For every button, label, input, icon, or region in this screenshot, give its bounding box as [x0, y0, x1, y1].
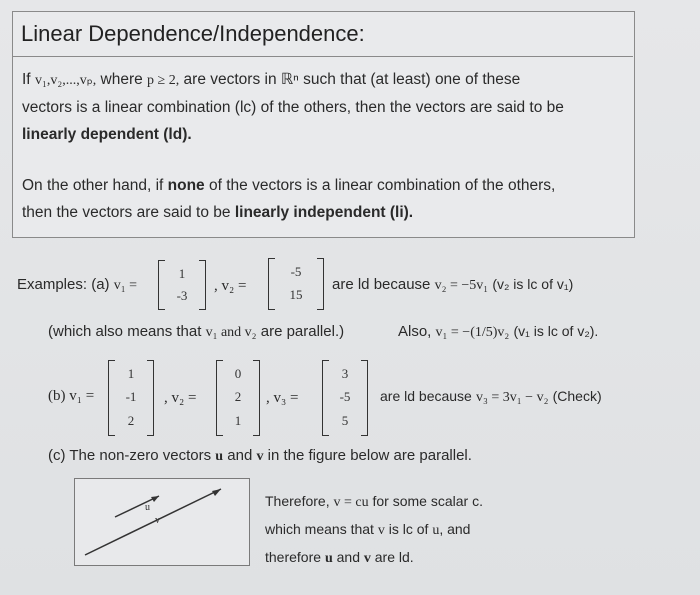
matrix-a-v2: -5 15	[268, 258, 324, 310]
label-u: u	[145, 502, 150, 513]
example-c-statement: (c) The non-zero vectors u and v in the figure below are parallel.	[48, 447, 472, 464]
example-a-explanation: are ld because v₂ = −5v₁ (v₂ is lc of v₁)	[332, 276, 574, 293]
vector-v-arrowhead	[212, 489, 221, 496]
example-c-conclusion: Therefore, v = cu for some scalar c. which means that v is lc of u, and therefore u and v are ld.	[265, 493, 483, 566]
example-a-parallel-note: (which also means that v₁ and v₂ are parallel.)	[48, 323, 345, 340]
title-divider	[13, 56, 633, 57]
independence-paragraph: On the other hand, if none of the vectors is a linear combination of the others, then the vectors are said to be linearly independent (li).	[22, 177, 556, 221]
matrix-b-v3: 3 -5 5	[322, 360, 368, 436]
matrix-b-v2: 0 2 1	[216, 360, 260, 436]
parallel-vectors-figure	[74, 478, 250, 566]
example-b-label: (b) v₁ =	[48, 388, 95, 404]
vectors-diagram	[75, 479, 248, 564]
example-b-explanation: are ld because v₃ = 3v₁ − v₂ (Check)	[380, 388, 602, 405]
matrix-a-v1: 1 -3	[158, 260, 206, 310]
dependence-paragraph: If v₁,v₂,...,vₚ, where p ≥ 2, are vectors in ℝⁿ such that (at least) one of these vectors is a linear combination (lc) of the others, then the vectors are said to be linearly dependent (ld).	[22, 71, 564, 143]
example-a-label: Examples: (a) v₁ =	[17, 276, 137, 293]
page-title: Linear Dependence/Independence:	[21, 21, 365, 46]
term-linearly-independent: linearly independent (li).	[234, 204, 414, 221]
term-linearly-dependent: linearly dependent (ld).	[22, 126, 192, 143]
example-a-also: Also, v₁ = −(1/5)v₂ (v₁ is lc of v₂).	[398, 323, 599, 340]
matrix-b-v1: 1 -1 2	[108, 360, 154, 436]
definition-box	[12, 11, 635, 238]
page: Linear Dependence/Independence: If v₁,v₂,...,vₚ, where p ≥ 2, are vectors in ℝⁿ such that (at least) one of these vectors is a linear combination (lc) of the others, then the vectors are said to be linearly dependent (ld). On the other hand, if none of the vectors is a linear combination of the others, then the vectors are said to be linearly independent (li). Examples: (a) v₁ = 1 -3 , v₂ = -5 15 are ld because v₂ = −5v₁ (v₂ is lc of v₁) (which also means that v₁ and v₂ are parallel.) Also, v₁ = −(1/5)v₂ (v₁ is lc of v₂). (b) v₁ = 1 -1 2 , v₂ = 0 2 1 , v₃ = 3 -5 5 are ld because v₃ = 3v₁ − v₂ (Check) (c) The non-zero vectors u and v in the figure below are parallel. u v Therefore, v = cu for some scalar c. which means that v is lc of u, and therefore u and v are ld.	[0, 0, 700, 595]
label-v: v	[155, 515, 160, 526]
